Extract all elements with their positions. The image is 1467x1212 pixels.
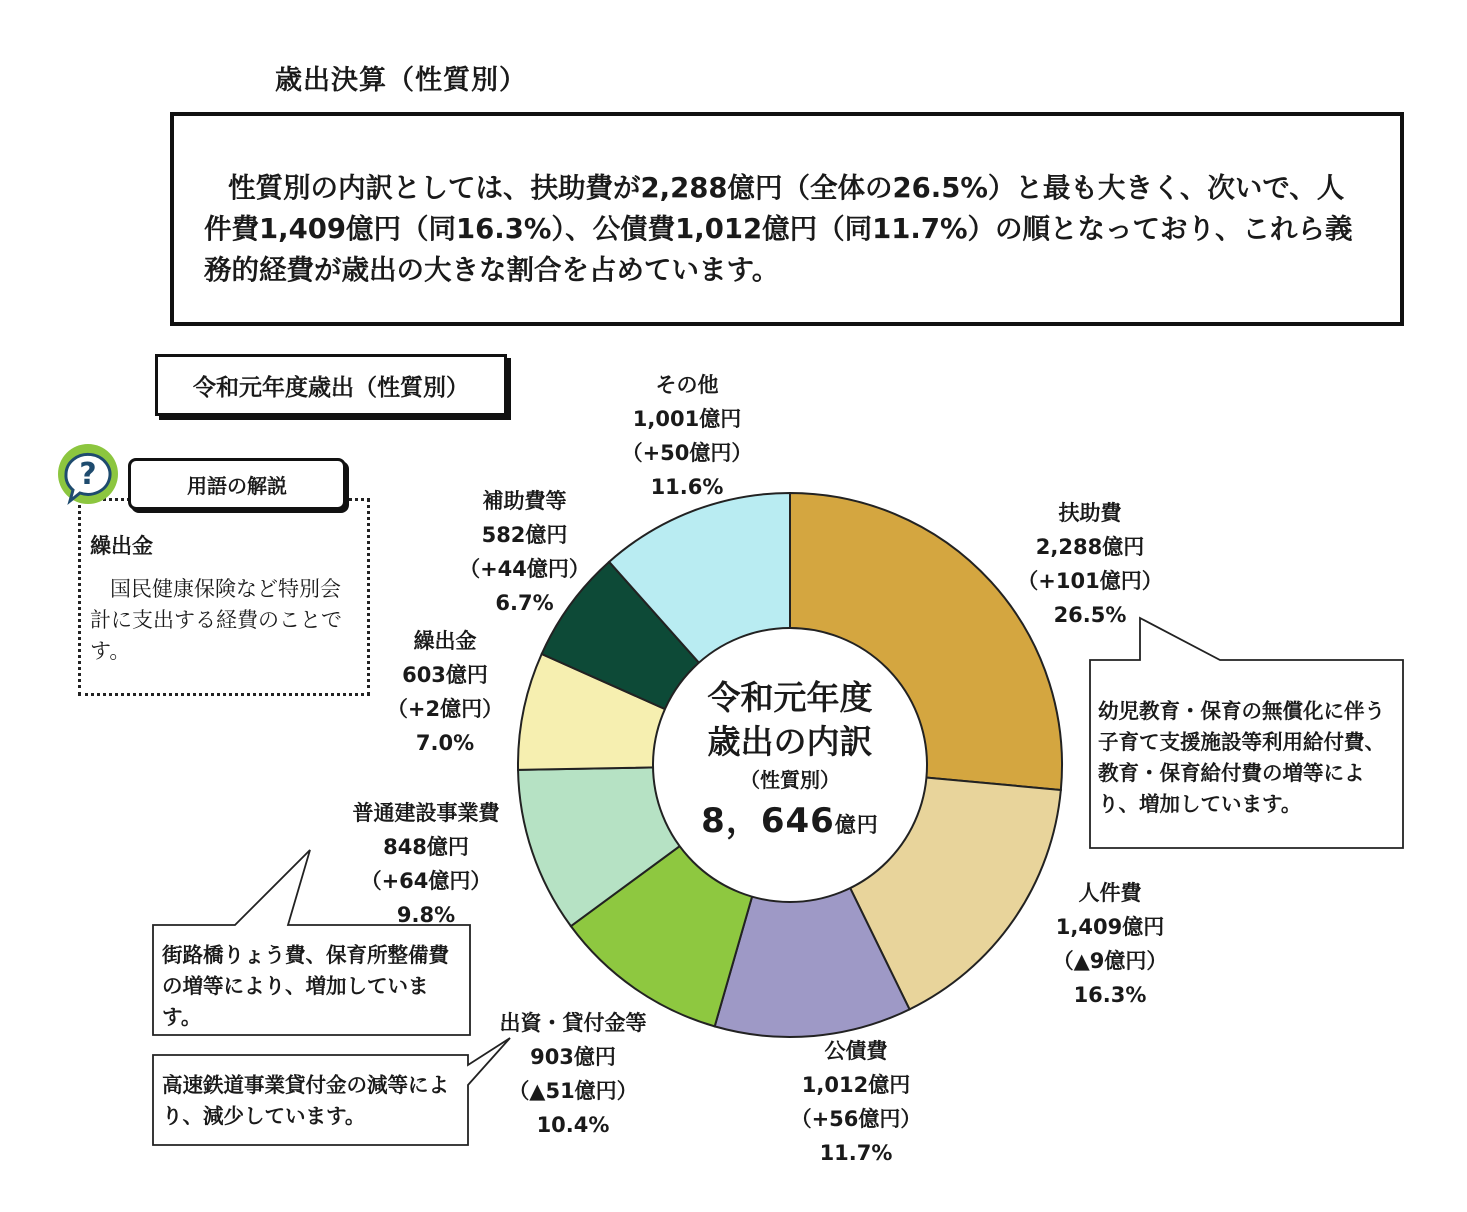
slice-value: 903億円 [530, 1045, 616, 1069]
slice-label-shushi [478, 1006, 668, 1142]
slice-label-hojo [452, 484, 597, 620]
slice-name: 人件費 [1078, 881, 1142, 905]
note-kensetsu: 街路橋りょう費、保育所整備費の増等により、増加しています。 [162, 943, 449, 1029]
slice-name: 繰出金 [413, 629, 477, 653]
center-type: （性質別） [740, 768, 840, 792]
slice-change: （+50億円） [621, 441, 753, 465]
center-total-unit: 億円 [834, 813, 879, 837]
svg-text:?: ? [79, 457, 97, 492]
glossary-tab-label: 用語の解説 [187, 473, 287, 498]
summary-text: 性質別の内訳としては、扶助費が2,288億円（全体の26.5%）と最も大きく、次いで、人件費1,409億円（同16.3%）、公債費1,012億円（同11.7%）の順となっており、これら義務的経費が歳出の大きな割合を占めています。 [204, 172, 1353, 286]
slice-value: 1,409億円 [1055, 915, 1165, 939]
slice-change: （+64億円） [360, 869, 492, 893]
slice-label-kousai [776, 1034, 936, 1170]
center-label [660, 676, 920, 850]
glossary-description: 国民健康保険など特別会計に支出する経費のことです。 [90, 577, 342, 663]
center-total [660, 796, 920, 850]
slice-change: （+101億円） [1017, 569, 1163, 593]
slice-name: 公債費 [824, 1039, 888, 1063]
slice-percent: 10.4% [536, 1113, 610, 1137]
center-year: 令和元年度 [707, 678, 873, 717]
center-subtitle: 歳出の内訳 [707, 722, 873, 761]
slice-change: （+56億円） [790, 1107, 922, 1131]
slice-percent: 6.7% [495, 591, 554, 615]
slice-percent: 11.7% [819, 1141, 893, 1165]
section-title: 歳出決算（性質別） [275, 65, 527, 96]
slice-value: 1,012億円 [801, 1073, 911, 1097]
slice-percent: 11.6% [650, 475, 724, 499]
slice-value: 582億円 [481, 523, 568, 547]
slice-label-kuridashi [375, 624, 515, 760]
slice-change: （+2億円） [386, 697, 504, 721]
slice-percent: 9.8% [396, 903, 456, 927]
slice-label-jinken [1030, 876, 1190, 1012]
slice-name: 扶助費 [1058, 501, 1122, 525]
slice-percent: 26.5% [1053, 603, 1127, 627]
slice-name: 補助費等 [482, 489, 567, 513]
center-total-value: 8，646 [701, 801, 835, 841]
slice-percent: 16.3% [1073, 983, 1147, 1007]
slice-name: 出資・貸付金等 [499, 1011, 647, 1035]
slice-percent: 7.0% [415, 731, 475, 755]
slice-label-fujo [1010, 496, 1170, 632]
chart-heading-text: 令和元年度歳出（性質別） [193, 374, 469, 401]
slice-name: 普通建設事業費 [352, 801, 500, 825]
slice-label-sonota [607, 368, 767, 504]
note-shushi: 高速鉄道事業貸付金の減等により、減少しています。 [162, 1073, 449, 1128]
slice-change: （▲9億円） [1052, 949, 1168, 973]
slice-value: 1,001億円 [632, 407, 742, 431]
slice-value: 2,288億円 [1035, 535, 1145, 559]
slice-value: 848億円 [383, 835, 469, 859]
note-fujo: 幼児教育・保育の無償化に伴う子育て支援施設等利用給付費、教育・保育給付費の増等により、増加しています。 [1098, 699, 1385, 816]
slice-name: その他 [655, 373, 719, 397]
slice-value: 603億円 [402, 663, 488, 687]
slice-change: （+44億円） [459, 557, 590, 581]
slice-label-kensetsu [326, 796, 526, 932]
slice-change: （▲51億円） [508, 1079, 638, 1103]
glossary-term: 繰出金 [90, 534, 153, 558]
